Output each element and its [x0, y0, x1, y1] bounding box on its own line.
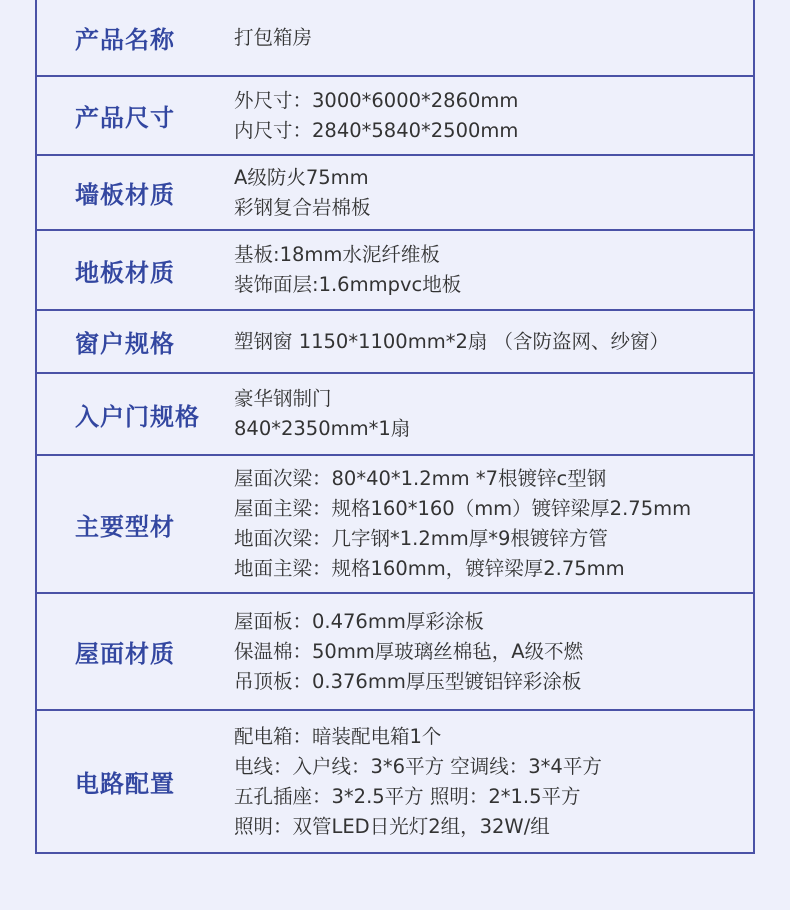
row-value: 内尺寸：2840*5840*2500mm: [234, 118, 519, 142]
row-value: 屋面板：0.476mm厚彩涂板: [234, 609, 484, 633]
row-value: 配电箱：暗装配电箱1个: [234, 724, 442, 748]
row-value: 保温棉：50mm厚玻璃丝棉毡，A级不燃: [234, 639, 584, 663]
row-label: 入户门规格: [75, 402, 200, 431]
row-values: [234, 384, 753, 444]
row-values: [234, 607, 753, 697]
row-value: A级防火75mm: [234, 165, 369, 189]
row-value: 840*2350mm*1扇: [234, 417, 411, 440]
table-row: [37, 0, 753, 75]
row-value: 豪华钢制门: [234, 387, 332, 410]
row-value: 照明：双管LED日光灯2组，32W/组: [234, 814, 550, 838]
row-value: 屋面主梁：规格160*160（mm）镀锌梁厚2.75mm: [234, 497, 692, 520]
row-values: [234, 464, 753, 584]
row-label: 主要型材: [75, 512, 175, 541]
row-values: [234, 327, 753, 357]
row-values: [234, 23, 753, 53]
row-value: 外尺寸：3000*6000*2860mm: [234, 88, 519, 112]
row-value: 电线：入户线：3*6平方 空调线：3*4平方: [234, 754, 602, 778]
row-values: [234, 240, 753, 300]
table-row: [37, 372, 753, 454]
row-value: 塑钢窗 1150*1100mm*2扇 （含防盗网、纱窗）: [234, 329, 670, 353]
row-values: [234, 722, 753, 842]
row-value: 五孔插座：3*2.5平方 照明：2*1.5平方: [234, 784, 581, 808]
row-value: 基板:18mm水泥纤维板: [234, 243, 440, 266]
row-value: 彩钢复合岩棉板: [234, 195, 371, 219]
table-row: [37, 75, 753, 154]
row-label: 产品名称: [75, 26, 175, 54]
table-row: [37, 454, 753, 592]
row-label: 电路配置: [75, 770, 175, 798]
row-label: 屋面材质: [75, 640, 175, 668]
table-row: [37, 709, 753, 852]
row-label: 墙板材质: [75, 181, 175, 209]
row-label: 产品尺寸: [75, 104, 175, 132]
spec-table: [35, 0, 755, 854]
row-value: 打包箱房: [234, 25, 313, 49]
table-row: [37, 229, 753, 309]
table-row: [37, 592, 753, 709]
row-value: 屋面次梁：80*40*1.2mm *7根镀锌c型钢: [234, 467, 607, 490]
row-value: 地面主梁：规格160mm，镀锌梁厚2.75mm: [234, 557, 625, 580]
row-values: [234, 86, 753, 146]
row-value: 装饰面层:1.6mmpvc地板: [234, 273, 462, 296]
table-row: [37, 154, 753, 229]
row-value: 吊顶板：0.376mm厚压型镀铝锌彩涂板: [234, 669, 582, 693]
table-row: [37, 309, 753, 372]
row-label: 地板材质: [75, 258, 175, 287]
row-values: [234, 163, 753, 223]
row-value: 地面次梁：几字钢*1.2mm厚*9根镀锌方管: [234, 527, 608, 550]
row-label: 窗户规格: [75, 330, 175, 358]
